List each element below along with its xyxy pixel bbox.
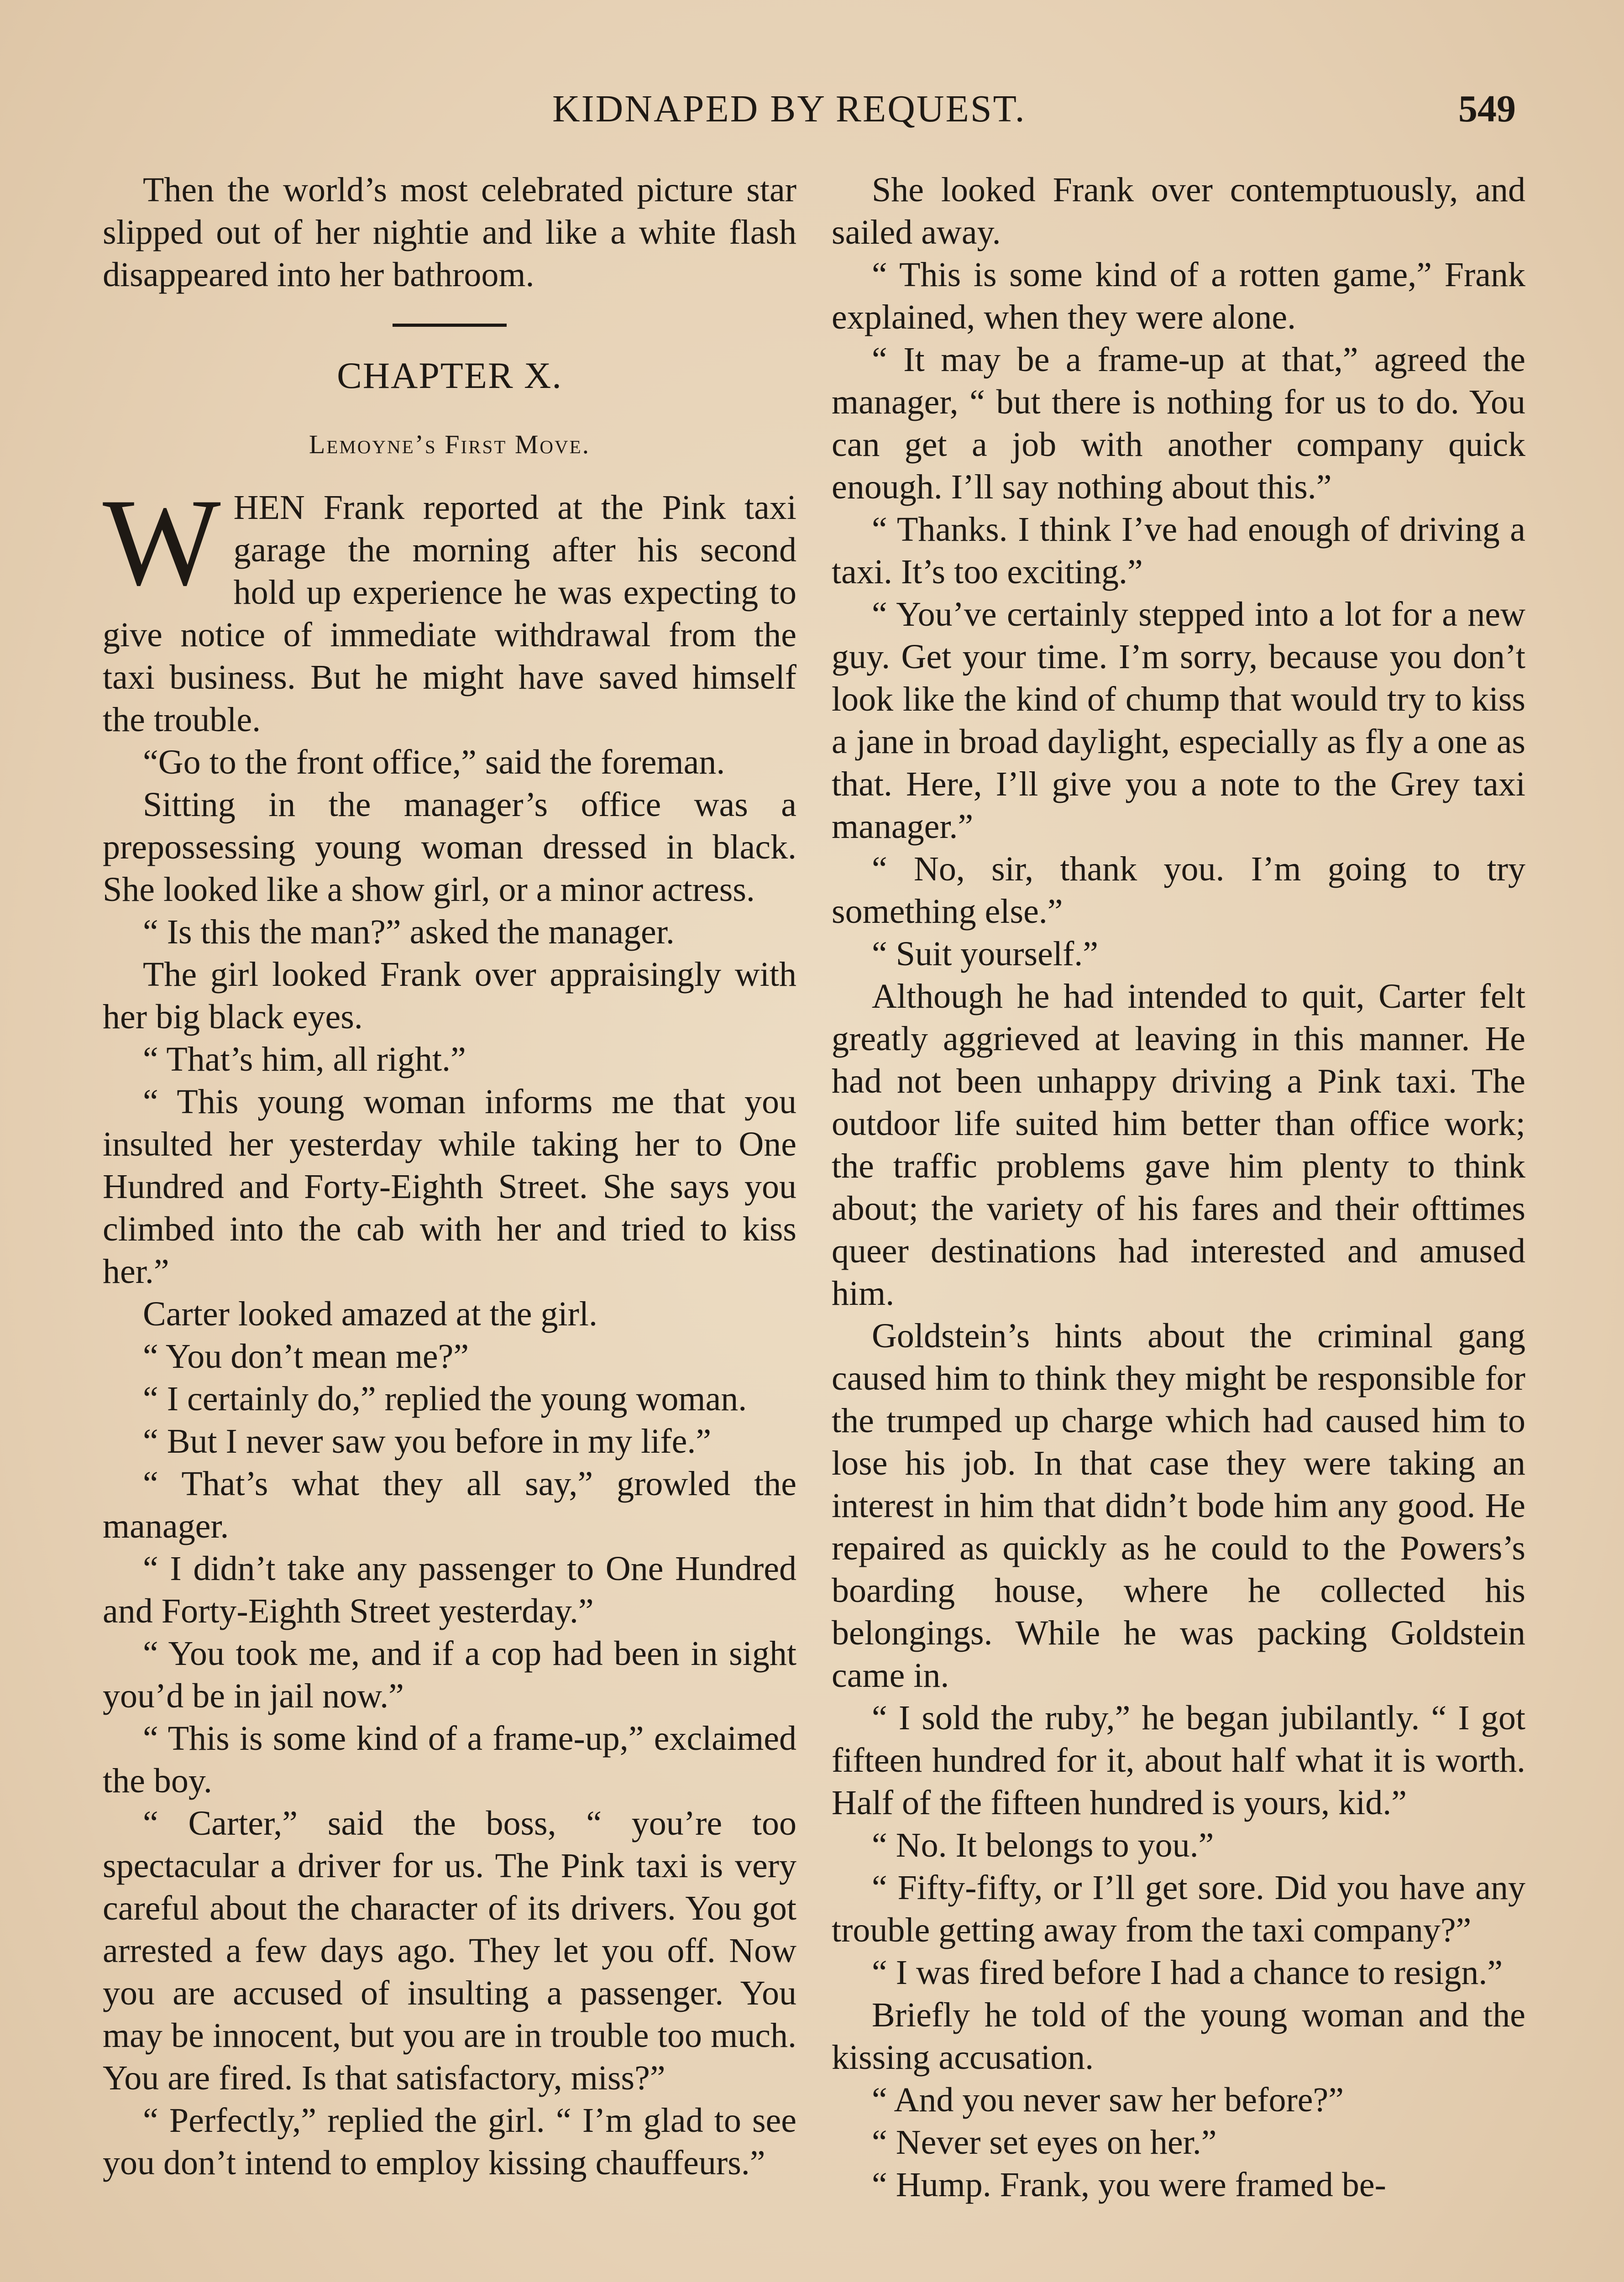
paragraph: “ That’s what they all say,” growled the manager.	[103, 1465, 796, 1545]
paragraph: Sitting in the manager’s office was a prepossessing young woman dressed in black. She looked like a show girl, or a minor actress.	[103, 785, 796, 909]
paragraph: “ You don’t mean me?”	[143, 1337, 469, 1376]
paragraph: “Go to the front office,” said the foreman.	[143, 743, 725, 781]
paragraph: The girl looked Frank over appraisingly with her big black eyes.	[103, 955, 796, 1036]
paragraph: “ Never set eyes on her.”	[872, 2123, 1217, 2162]
paragraph: “ You took me, and if a cop had been in sight you’d be in jail now.”	[103, 1634, 796, 1715]
paragraph: “ I didn’t take any passenger to One Hundred and Forty-Eighth Street yesterday.”	[103, 1549, 796, 1630]
paragraph: Briefly he told of the young woman and the kissing accusation.	[832, 1996, 1525, 2077]
section-divider	[393, 324, 507, 327]
paragraph: Although he had intended to quit, Carter felt greatly aggrieved at leaving in this manner. He had not been unhappy driving a Pink taxi. The outdoor life suited him better than office work; the traffic problems gave him plenty to think about; the variety of his fares and their ofttimes queer destinations had interested and amused him.	[832, 977, 1525, 1313]
paragraph: “ No, sir, thank you. I’m going to try something else.”	[832, 850, 1525, 931]
paragraph: “ Carter,” said the boss, “ you’re too spectacular a driver for us. The Pink taxi is very careful about the character of its drivers. You got arrested a few days ago. They let you off. Now you are accused of insulting a passenger. You may be innocent, but you are in trouble too much. You are fired. Is that satisfactory, miss?”	[103, 1804, 796, 2097]
paragraph: “ Suit yourself.”	[872, 935, 1099, 973]
paragraph: “ And you never saw her before?”	[872, 2081, 1344, 2119]
paragraph: “ Fifty-fifty, or I’ll get sore. Did you have any trouble getting away from the taxi company?”	[832, 1869, 1525, 1949]
chapter-first-paragraph	[103, 473, 796, 741]
paragraph: “ This young woman informs me that you insulted her yesterday while taking her to One Hundred and Forty-Eighth Street. She says you climbed into the cab with her and tried to kiss her.”	[103, 1083, 796, 1291]
chapter-subtitle: Lemoyne’s First Move.	[309, 429, 591, 459]
paragraph: “ I was fired before I had a chance to resign.”	[872, 1953, 1503, 1992]
paragraph: “ This is some kind of a rotten game,” Frank explained, when they were alone.	[832, 256, 1525, 336]
paragraph: “ Is this the man?” asked the manager.	[143, 913, 675, 951]
paragraph: “ This is some kind of a frame-up,” exclaimed the boy.	[103, 1719, 796, 1800]
running-title: KIDNAPED BY REQUEST.	[552, 88, 1026, 130]
chapter-title: CHAPTER X.	[337, 355, 562, 396]
opening-paragraph: Then the world’s most celebrated picture star slipped out of her nightie and like a white flash disappeared into her bathroom.	[103, 171, 796, 294]
paragraph: “ I certainly do,” replied the young woman.	[143, 1380, 747, 1418]
paragraph: Carter looked amazed at the girl.	[143, 1295, 598, 1333]
page-number: 549	[1458, 88, 1516, 130]
left-column	[103, 169, 796, 2184]
paragraph: “ Hump. Frank, you were framed be-	[872, 2166, 1386, 2204]
paragraph: “ That’s him, all right.”	[143, 1040, 466, 1078]
paragraph: “ Perfectly,” replied the girl. “ I’m glad to see you don’t intend to employ kissing chauffeurs.”	[103, 2101, 796, 2182]
paragraph: “ But I never saw you before in my life.”	[143, 1422, 712, 1460]
paragraph: “ It may be a frame-up at that,” agreed the manager, “ but there is nothing for us to do. You can get a job with another company quick enough. I’ll say nothing about this.”	[832, 340, 1525, 506]
paragraph: “ Thanks. I think I’ve had enough of driving a taxi. It’s too exciting.”	[832, 510, 1525, 591]
right-column	[832, 169, 1525, 2206]
paragraph: “ You’ve certainly stepped into a lot for a new guy. Get your time. I’m sorry, because you don’t look like the kind of chump that would try to kiss a jane in broad daylight, especially as fly a one as that. Here, I’ll give you a note to the Grey taxi manager.”	[832, 595, 1525, 846]
drop-cap: W	[103, 473, 221, 612]
paragraph: “ I sold the ruby,” he began jubilantly. “ I got fifteen hundred for it, about half what it is worth. Half of the fifteen hundred is yours, kid.”	[832, 1699, 1525, 1822]
first-paragraph-text: HEN Frank reported at the Pink taxi garage the morning after his second hold up experience he was expecting to give notice of immediate withdrawal from the taxi business. But he might have saved himself the trouble.	[103, 488, 796, 739]
paragraph: She looked Frank over contemptuously, and sailed away.	[832, 171, 1525, 251]
paragraph: “ No. It belongs to you.”	[872, 1826, 1214, 1864]
paragraph: Goldstein’s hints about the criminal gang caused him to think they might be responsible for the trumped up charge which had caused him to lose his job. In that case they were taking an interest in him that didn’t bode him any good. He repaired as quickly as he could to the Powers’s boarding house, where he collected his belongings. While he was packing Goldstein came in.	[832, 1317, 1525, 1695]
